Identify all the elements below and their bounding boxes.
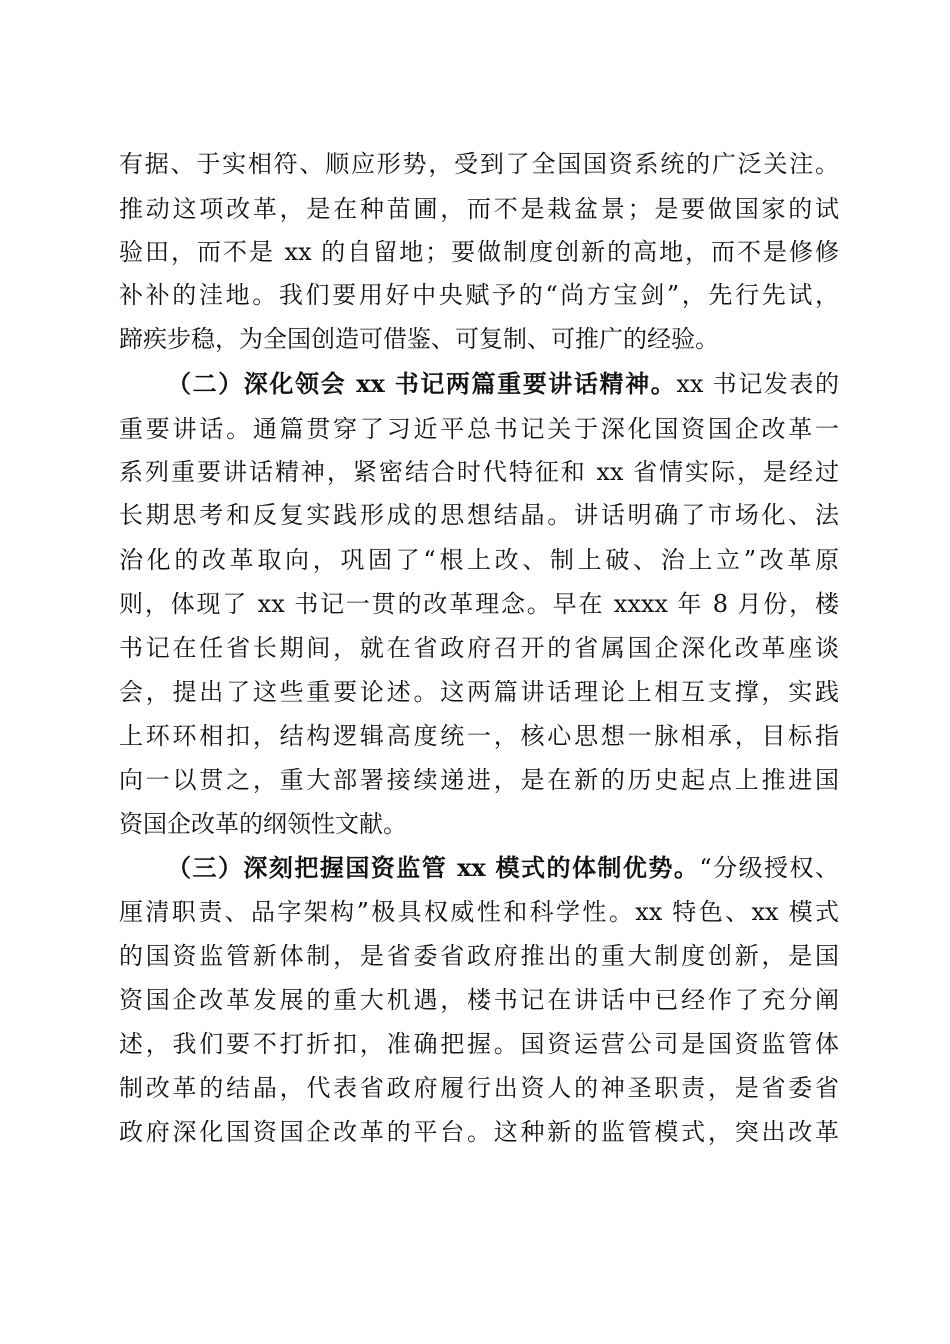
section-two-first-line [167,364,839,404]
section-three-first-line-rest: “分级授权、 [699,854,839,882]
text-line: 补补的洼地。我们要用好中央赋予的“尚方宝剑”，先行先试， [119,281,839,309]
text-line: 验田，而不是 xx 的自留地；要做制度创新的高地，而不是修修 [119,238,839,266]
text-line: 的国资监管新体制，是省委省政府推出的重大制度创新，是国 [119,942,839,970]
text-line: 蹄疾步稳，为全国创造可借鉴、可复制、可推广的经验。 [119,325,719,353]
text-line: 政府深化国资国企改革的平台。这种新的监管模式，突出改革 [119,1118,839,1146]
text-line: 则，体现了 xx 书记一贯的改革理念。早在 xxxx 年 8 月份，楼 [119,590,839,618]
text-line: 资国企改革发展的重大机遇，楼书记在讲话中已经作了充分阐 [119,986,839,1014]
text-line: 推动这项改革，是在种苗圃，而不是栽盆景；是要做国家的试 [119,195,839,223]
section-two-first-line-rest: xx 书记发表的 [676,370,839,398]
text-line: 系列重要讲话精神，紧密结合时代特征和 xx 省情实际，是经过 [119,458,839,486]
text-line: 制改革的结晶，代表省政府履行出资人的神圣职责，是省委省 [119,1074,839,1102]
section-three-first-line [167,848,839,888]
text-line: 向一以贯之，重大部署接续递进，是在新的历史起点上推进国 [119,766,839,794]
text-line: 上环环相扣，结构逻辑高度统一，核心思想一脉相承，目标指 [119,722,839,750]
text-line: 重要讲话。通篇贯穿了习近平总书记关于深化国资国企改革一 [119,415,839,443]
section-heading-three: （三）深刻把握国资监管 xx 模式的体制优势。 [167,853,700,882]
text-line: 有据、于实相符、顺应形势，受到了全国国资系统的广泛关注。 [119,150,839,178]
text-line: 书记在任省长期间，就在省政府召开的省属国企深化改革座谈 [119,634,839,662]
text-line: 长期思考和反复实践形成的思想结晶。讲话明确了市场化、法 [119,501,839,529]
section-heading-two: （二）深化领会 xx 书记两篇重要讲话精神。 [167,369,677,398]
text-line: 述，我们要不打折扣，准确把握。国资运营公司是国资监管体 [119,1030,839,1058]
text-line: 治化的改革取向，巩固了“根上改、制上破、治上立”改革原 [119,546,839,574]
text-line: 会，提出了这些重要论述。这两篇讲话理论上相互支撑，实践 [119,678,839,706]
text-line: 资国企改革的纲领性文献。 [119,810,407,838]
text-line: 厘清职责、品字架构”极具权威性和科学性。xx 特色、xx 模式 [119,898,839,926]
